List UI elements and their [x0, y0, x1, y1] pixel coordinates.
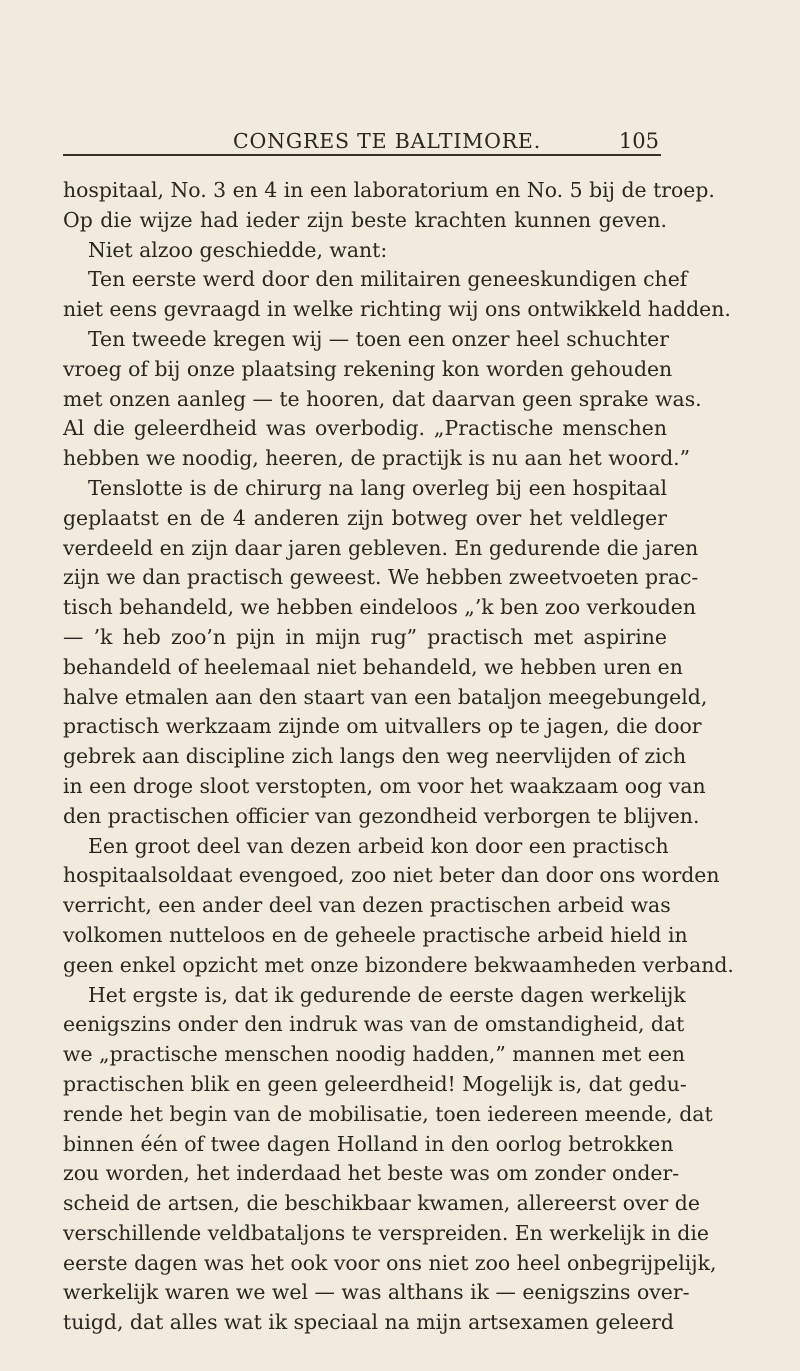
text-line: hospitaalsoldaat evengoed, zoo niet beter dan door ons worden [63, 863, 720, 888]
page-number: 105 [618, 129, 659, 153]
text-line: Het ergste is, dat ik gedurende de eerste dagen werkelijk [88, 982, 686, 1007]
text-line: geen enkel opzicht met onze bizondere bekwaamheden verband. [63, 952, 734, 977]
text-line: rende het begin van de mobilisatie, toen iedereen meende, dat [63, 1101, 713, 1126]
text-line: verricht, een ander deel van dezen practischen arbeid was [63, 893, 671, 918]
text-line: practischen blik en geen geleerdheid! Mogelijk is, dat gedu- [63, 1071, 687, 1096]
text-line: hospitaal, No. 3 en 4 in een laboratorium en No. 5 bij de troep. [63, 178, 715, 202]
text-line: geplaatst en de 4 anderen zijn botweg over het veldleger [63, 505, 667, 530]
text-line: Een groot deel van dezen arbeid kon door een practisch [88, 833, 669, 858]
running-title: CONGRES TE BALTIMORE. [233, 129, 542, 153]
text-line: den practischen officier van gezondheid verborgen te blijven. [63, 803, 700, 828]
text-line: binnen één of twee dagen Holland in den oorlog betrokken [63, 1131, 674, 1156]
text-line: hebben we noodig, heeren, de practijk is nu aan het woord.” [63, 446, 691, 471]
text-line: zijn we dan practisch geweest. We hebben zweetvoeten prac- [63, 565, 699, 590]
text-line: Ten eerste werd door den militairen geneeskundigen chef [88, 267, 688, 292]
text-line: Tenslotte is de chirurg na lang overleg bij een hospitaal [88, 475, 667, 500]
text-line: volkomen nutteloos en de geheele practische arbeid hield in [63, 922, 688, 947]
text-line: verdeeld en zijn daar jaren gebleven. En gedurende die jaren [63, 535, 699, 560]
text-line: behandeld of heelemaal niet behandeld, we hebben uren en [63, 654, 683, 679]
text-line: — ’k heb zoo’n pijn in mijn rug” practisch met aspirine [63, 624, 667, 649]
text-line: tisch behandeld, we hebben eindeloos „’k ben zoo verkouden [63, 595, 697, 620]
text-line: gebrek aan discipline zich langs den weg neervlijden of zich [63, 744, 687, 769]
text-line: tuigd, dat alles wat ik speciaal na mijn artsexamen geleerd [63, 1310, 674, 1335]
text-line: Op die wijze had ieder zijn beste krachten kunnen geven. [63, 207, 667, 232]
page-header [63, 129, 663, 161]
text-line: vroeg of bij onze plaatsing rekening kon worden gehouden [63, 356, 673, 381]
body-text [63, 176, 734, 1338]
header-rule [63, 154, 661, 156]
text-line: Ten tweede kregen wij — toen een onzer heel schuchter [88, 326, 669, 351]
text-line: verschillende veldbataljons te verspreiden. En werkelijk in die [63, 1220, 709, 1245]
text-line: zou worden, het inderdaad het beste was om zonder onder- [63, 1161, 680, 1186]
text-line: met onzen aanleg — te hooren, dat daarvan geen sprake was. [63, 386, 702, 411]
text-line: Niet alzoo geschiedde, want: [88, 237, 388, 262]
text-line: Al die geleerdheid was overbodig. „Practische menschen [63, 416, 667, 441]
text-line: eerste dagen was het ook voor ons niet zoo heel onbegrijpelijk, [63, 1250, 717, 1275]
text-line: werkelijk waren we wel — was althans ik — eenigszins over- [63, 1280, 690, 1305]
text-line: scheid de artsen, die beschikbaar kwamen, allereerst over de [63, 1191, 700, 1216]
text-line: eenigszins onder den indruk was van de omstandigheid, dat [63, 1012, 685, 1037]
text-line: halve etmalen aan den staart van een bataljon meegebungeld, [63, 684, 708, 709]
text-line: niet eens gevraagd in welke richting wij ons ontwikkeld hadden. [63, 297, 731, 322]
text-line: we „practische menschen noodig hadden,” mannen met een [63, 1042, 686, 1067]
text-line: practisch werkzaam zijnde om uitvallers op te jagen, die door [63, 714, 702, 739]
text-line: in een droge sloot verstopten, om voor het waakzaam oog van [63, 773, 706, 798]
